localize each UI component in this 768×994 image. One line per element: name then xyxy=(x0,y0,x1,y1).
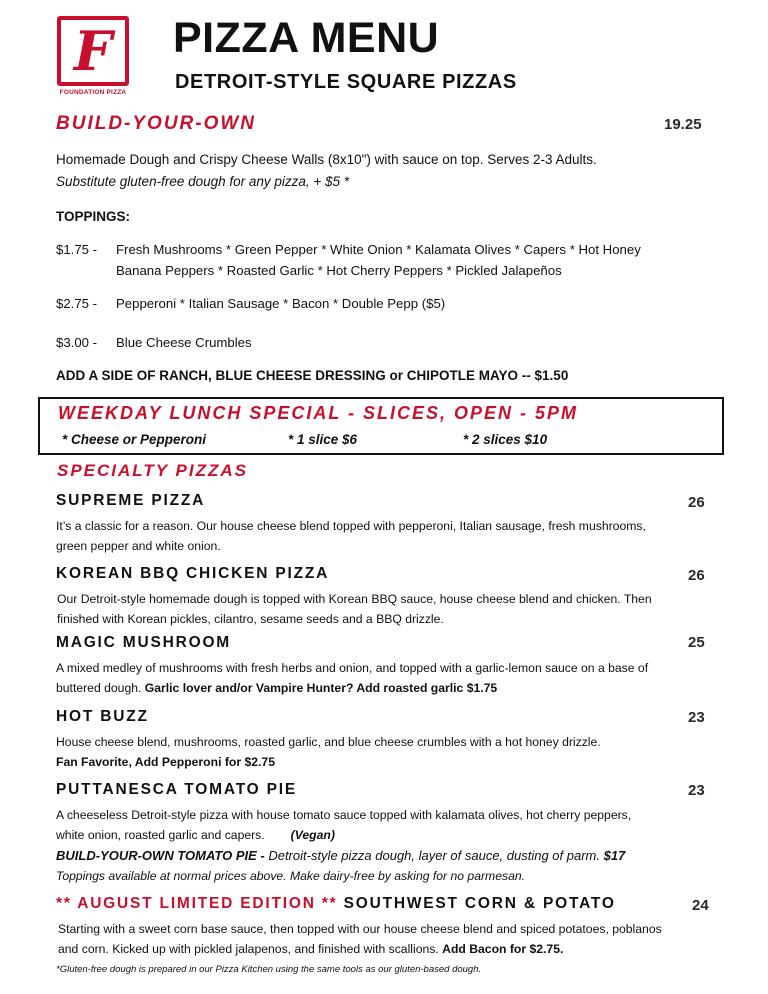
lunch-item: * 2 slices $10 xyxy=(463,432,548,447)
description-line: A cheeseless Detroit-style pizza with house tomato sauce topped with kalamata olives, hot cherry peppers, xyxy=(56,808,632,822)
description-line: A mixed medley of mushrooms with fresh herbs and onion, and topped with a garlic-lemon sauce on a base of xyxy=(56,661,649,675)
byo-tomato-pie: BUILD-YOUR-OWN TOMATO PIE - Detroit-style pizza dough, layer of sauce, dusting of parm. $17 xyxy=(56,848,626,863)
pizza-name: MAGIC MUSHROOM xyxy=(56,634,232,651)
description-line: white onion, roasted garlic and capers. (Vegan) xyxy=(56,828,335,842)
topping-row xyxy=(56,239,736,283)
topping-price: $1.75 - xyxy=(56,242,98,257)
pizza-price: 26 xyxy=(688,567,705,584)
lunch-heading: WEEKDAY LUNCH SPECIAL - SLICES, OPEN - 5PM xyxy=(58,403,579,423)
description-line: buttered dough. Garlic lover and/or Vampire Hunter? Add roasted garlic $1.75 xyxy=(56,681,498,695)
topping-line: Banana Peppers * Roasted Garlic * Hot Cherry Peppers * Pickled Jalapeños xyxy=(116,263,562,278)
pizza-description xyxy=(56,732,716,772)
lunch-special-box xyxy=(38,397,724,455)
byo-heading: BUILD-YOUR-OWN xyxy=(56,113,257,134)
toppings-note: Toppings available at normal prices above. Make dairy-free by asking for no parmesan. xyxy=(56,869,526,883)
description-line: finished with Korean pickles, cilantro, sesame seeds and a BBQ drizzle. xyxy=(57,612,444,626)
pizza-price: 24 xyxy=(692,897,709,914)
pizza-description xyxy=(56,516,716,556)
page-subtitle: DETROIT-STYLE SQUARE PIZZAS xyxy=(175,71,517,93)
byo-description: Homemade Dough and Crispy Cheese Walls (8x10") with sauce on top. Serves 2-3 Adults. xyxy=(56,152,597,167)
pizza-price: 25 xyxy=(688,634,705,651)
byo-price: 19.25 xyxy=(664,116,702,133)
topping-line: Blue Cheese Crumbles xyxy=(116,335,252,350)
pizza-name: PUTTANESCA TOMATO PIE xyxy=(56,781,298,798)
pizza-extra: Garlic lover and/or Vampire Hunter? Add roasted garlic $1.75 xyxy=(144,681,498,695)
pizza-description xyxy=(57,589,717,629)
logo-text: FOUNDATION PIZZA xyxy=(59,89,127,96)
page-title: PIZZA MENU xyxy=(173,14,440,62)
description-line: and corn. Kicked up with pickled jalapenos, and finished with scallions. Add Bacon for $2.75. xyxy=(58,942,564,956)
lunch-item: * Cheese or Pepperoni xyxy=(62,432,207,447)
pizza-name: HOT BUZZ xyxy=(56,708,149,725)
logo xyxy=(57,16,129,86)
topping-price: $2.75 - xyxy=(56,296,98,311)
pizza-name: KOREAN BBQ CHICKEN PIZZA xyxy=(56,565,330,582)
pizza-price: 23 xyxy=(688,782,705,799)
description-line: Our Detroit-style homemade dough is topped with Korean BBQ sauce, house cheese blend and chicken. Then xyxy=(57,592,652,606)
topping-row xyxy=(56,332,736,354)
gluten-footnote: *Gluten-free dough is prepared in our Pizza Kitchen using the same tools as our gluten-based dough. xyxy=(56,964,482,975)
topping-line: Pepperoni * Italian Sausage * Bacon * Double Pepp ($5) xyxy=(116,296,446,311)
pizza-description xyxy=(58,919,738,959)
limited-prefix: ** AUGUST LIMITED EDITION ** xyxy=(56,895,338,912)
pizza-extra: Fan Favorite, Add Pepperoni for $2.75 xyxy=(56,755,275,769)
description-line: Starting with a sweet corn base sauce, then topped with our house cheese blend and spiced potatoes, poblanos xyxy=(58,922,662,936)
description-line: It’s a classic for a reason. Our house cheese blend topped with pepperoni, Italian sausage, fresh mushrooms, xyxy=(56,519,646,533)
side-note: ADD A SIDE OF RANCH, BLUE CHEESE DRESSING or CHIPOTLE MAYO -- $1.50 xyxy=(56,368,569,383)
pizza-description xyxy=(56,658,716,698)
description-line: green pepper and white onion. xyxy=(56,539,221,553)
pizza-price: 26 xyxy=(688,494,705,511)
topping-line: Fresh Mushrooms * Green Pepper * White Onion * Kalamata Olives * Capers * Hot Honey xyxy=(116,242,641,257)
logo-letter: F xyxy=(73,19,113,83)
byo-gluten-note: Substitute gluten-free dough for any pizza, + $5 * xyxy=(56,174,350,189)
specialty-heading: SPECIALTY PIZZAS xyxy=(57,461,249,480)
vegan-tag: (Vegan) xyxy=(290,828,335,842)
pizza-name: SUPREME PIZZA xyxy=(56,492,206,509)
pizza-description xyxy=(56,805,736,886)
description-line: House cheese blend, mushrooms, roasted garlic, and blue cheese crumbles with a hot honey drizzle. xyxy=(56,735,601,749)
pizza-price: 23 xyxy=(688,709,705,726)
limited-pizza-name: ** AUGUST LIMITED EDITION ** SOUTHWEST CORN & POTATO xyxy=(56,895,616,912)
pizza-extra: Add Bacon for $2.75. xyxy=(442,942,564,956)
topping-price: $3.00 - xyxy=(56,335,98,350)
topping-row xyxy=(56,293,736,315)
toppings-label: TOPPINGS: xyxy=(56,209,131,224)
lunch-item: * 1 slice $6 xyxy=(288,432,358,447)
